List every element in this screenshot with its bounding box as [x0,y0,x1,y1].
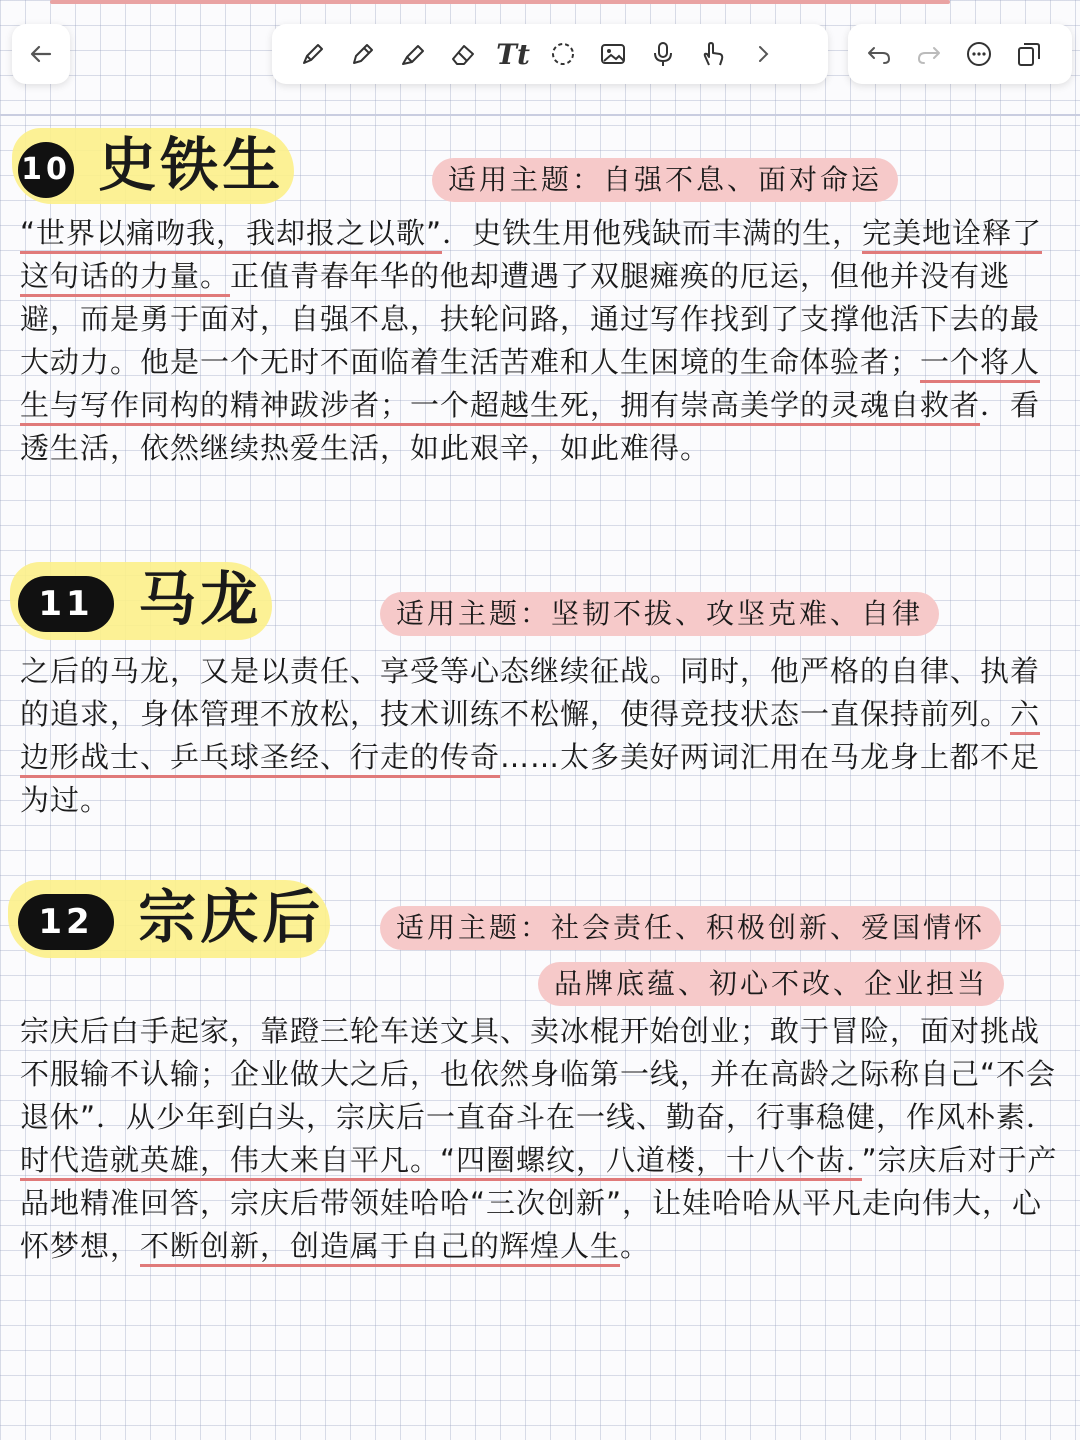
text-run: 不断创新，创造属于自己的辉煌人生 [140,1229,620,1267]
toolbar-divider [0,114,1080,116]
section-title [18,565,263,633]
person-name: 马龙 [138,565,263,633]
pen-icon[interactable] [290,31,336,77]
text-run: 之后的马龙，又是以责任、享受等心态继续征战。同时，他严格的自律、执着的追求，身体管理不放松，技术训练不松懈，使得竞技状态一直保持前列。 [20,654,1041,731]
arrow-left-icon[interactable] [18,31,64,77]
text-run: ……太多美好两词汇用在马龙身上都不足为过。 [20,740,1041,817]
top-red-line [50,0,950,4]
hand-pointer-icon[interactable] [690,31,736,77]
pencil-icon[interactable] [340,31,386,77]
theme-tag: 适用主题：自强不息、面对命运 [432,158,898,202]
right-toolbar [848,24,1072,84]
text-run: ”宗庆后对于产品地精准回答，宗庆后带领娃哈哈“三次创新”，让娃哈哈从平凡走向伟大，心怀梦想， [20,1143,1058,1263]
text-run: ．看透生活，依然继续热爱生活，如此艰辛，如此难得。 [20,388,1041,465]
more-icon[interactable] [956,31,1002,77]
eraser-icon[interactable] [440,31,486,77]
number-badge: 10 [18,142,74,198]
person-name: 史铁生 [98,131,285,199]
pages-icon[interactable] [1006,31,1052,77]
theme-tag: 适用主题：坚韧不拔、攻坚克难、自律 [380,592,939,636]
text-run: 时代造就英雄，伟大来自平凡。“四圈螺纹，八道楼，十八个齿． [20,1143,862,1181]
theme-tag-line-2: 品牌底蕴、初心不改、企业担当 [538,962,1004,1006]
image-icon[interactable] [590,31,636,77]
section-paragraph [20,650,1060,822]
text-run: 宗庆后白手起家，靠蹬三轮车送文具、卖冰棍开始创业；敢于冒险，面对挑战不服输不认输；企业做大之后，也依然身临第一线，并在高龄之际称自己“不会退休”．从少年到白头，宗庆后一直奋斗在一线、勤奋，行事稳健，作风朴素． [20,1014,1057,1134]
chevron-right-icon[interactable] [740,31,786,77]
text-run: 正值青春年华的他却遭遇了双腿瘫痪的厄运，但他并没有逃避，而是勇于面对，自强不息，扶轮问路，通过写作找到了支撑他活下去的最大动力。他是一个无时不面临着生活苦难和人生困境的生命体验者； [20,259,1041,379]
back-button[interactable] [12,24,70,84]
section-paragraph [20,212,1060,470]
text-run: 。 [620,1229,651,1263]
text-run: 完美地诠释了这句话的力量。 [20,216,1042,297]
tool-palette [272,24,828,84]
lasso-icon[interactable] [540,31,586,77]
section-title [18,131,285,199]
microphone-icon[interactable] [640,31,686,77]
text-run: 一个将人生与写作同构的精神跋涉者；一个超越生死，拥有崇高美学的灵魂自救者 [20,345,1040,426]
section-title [18,883,325,951]
text-run: “世界以痛吻我，我却报之以歌” [20,216,442,254]
text-run: 六边形战士、乒乓球圣经、行走的传奇 [20,697,1040,778]
undo-icon[interactable] [856,31,902,77]
section-paragraph [20,1010,1060,1268]
text-tool-icon[interactable]: Tt [496,37,530,71]
highlighter-icon[interactable] [390,31,436,77]
theme-tag: 适用主题：社会责任、积极创新、爱国情怀 [380,906,1001,950]
redo-icon[interactable] [906,31,952,77]
number-badge: 11 [18,576,114,632]
number-badge: 12 [18,894,114,950]
text-run: ．史铁生用他残缺而丰满的生， [442,216,863,250]
person-name: 宗庆后 [138,883,325,951]
